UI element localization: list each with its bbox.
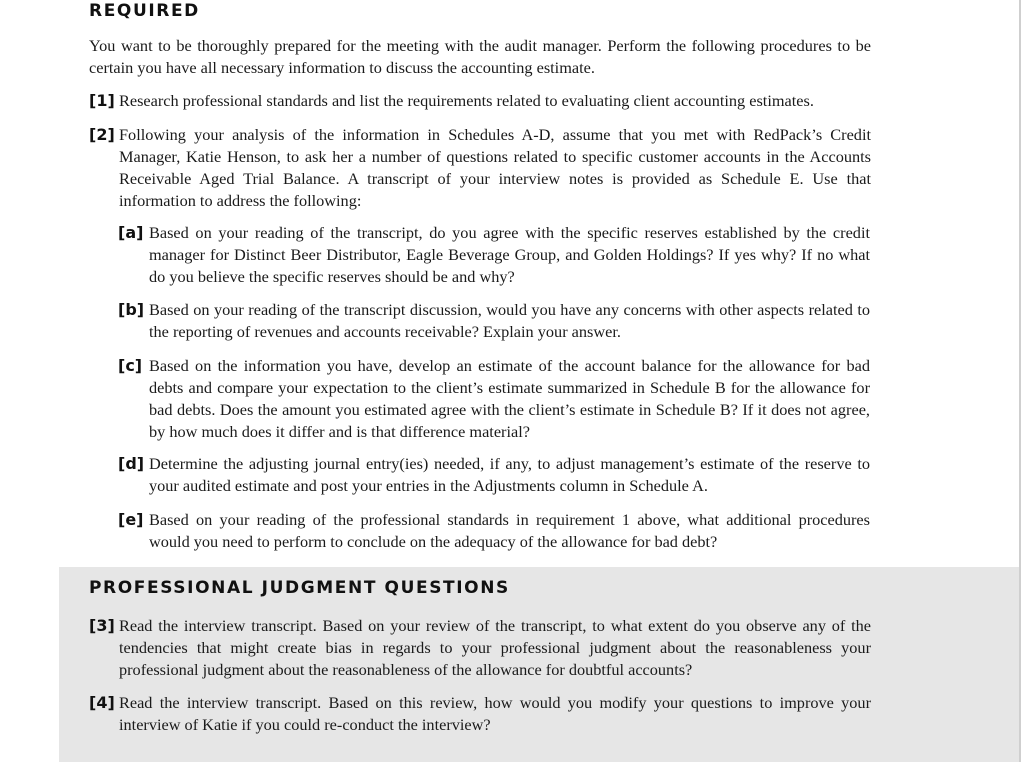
question-4 [89, 692, 871, 736]
subrequirement-text: Based on your reading of the professional standards in requirement 1 above, what additional procedures would you need to perform to conclude on the adequacy of the allowance for bad debt? [149, 510, 870, 551]
requirement-1 [89, 90, 871, 112]
requirement-number: [2] [89, 125, 115, 144]
subrequirement-b [118, 299, 870, 343]
subrequirement-a [118, 222, 870, 288]
subrequirement-text: Based on the information you have, develop an estimate of the account balance for the allowance for bad debts and compare your expectation to the client’s estimate summarized in Schedule B for the allowance for bad debts. Does the amount you estimated agree with the client’s estimate in Schedule B? If it does not agree, by how much does it differ and is that difference material? [149, 356, 870, 441]
subrequirement-letter: [a] [118, 223, 144, 242]
subrequirement-letter: [e] [118, 510, 144, 529]
required-heading: REQUIRED [89, 1, 200, 21]
question-text: Read the interview transcript. Based on your review of the transcript, to what extent do you observe any of the tendencies that might create bias in regards to your professional judgment about the reasonableness your professional judgment about the reasonableness of the allowance for doubtful accounts? [119, 616, 871, 679]
subrequirement-text: Based on your reading of the transcript discussion, would you have any concerns with other aspects related to the reporting of revenues and accounts receivable? Explain your answer. [149, 300, 870, 341]
subrequirement-letter: [c] [118, 356, 143, 375]
requirement-text: Following your analysis of the information in Schedules A-D, assume that you met with RedPack’s Credit Manager, Katie Henson, to ask her a number of questions related to specific customer accounts in the Accounts Receivable Aged Trial Balance. A transcript of your interview notes is provided as Schedule E. Use that information to address the following: [119, 125, 871, 210]
subrequirement-d [118, 453, 870, 497]
question-number: [4] [89, 693, 115, 712]
subrequirement-text: Based on your reading of the transcript, do you agree with the specific reserves established by the credit manager for Distinct Beer Distributor, Eagle Beverage Group, and Golden Holdings? If yes why? If no what do you believe the specific reserves should be and why? [149, 223, 870, 286]
question-text: Read the interview transcript. Based on this review, how would you modify your questions to improve your interview of Katie if you could re-conduct the interview? [119, 693, 871, 734]
subrequirement-letter: [b] [118, 300, 145, 319]
requirement-text: Research professional standards and list the requirements related to evaluating client accounting estimates. [119, 91, 814, 110]
question-3 [89, 615, 871, 681]
required-intro: You want to be thoroughly prepared for the meeting with the audit manager. Perform the following procedures to be certain you have all necessary information to discuss the accounting estimate. [89, 36, 871, 77]
subrequirement-e [118, 509, 870, 553]
requirement-number: [1] [89, 91, 115, 110]
requirement-2 [89, 124, 871, 212]
subrequirement-letter: [d] [118, 454, 145, 473]
subrequirement-text: Determine the adjusting journal entry(ies) needed, if any, to adjust management’s estimate of the reserve to your audited estimate and post your entries in the Adjustments column in Schedule A. [149, 454, 870, 495]
subrequirement-c [118, 355, 870, 443]
professional-judgment-heading: PROFESSIONAL JUDGMENT QUESTIONS [89, 578, 510, 598]
question-number: [3] [89, 616, 115, 635]
